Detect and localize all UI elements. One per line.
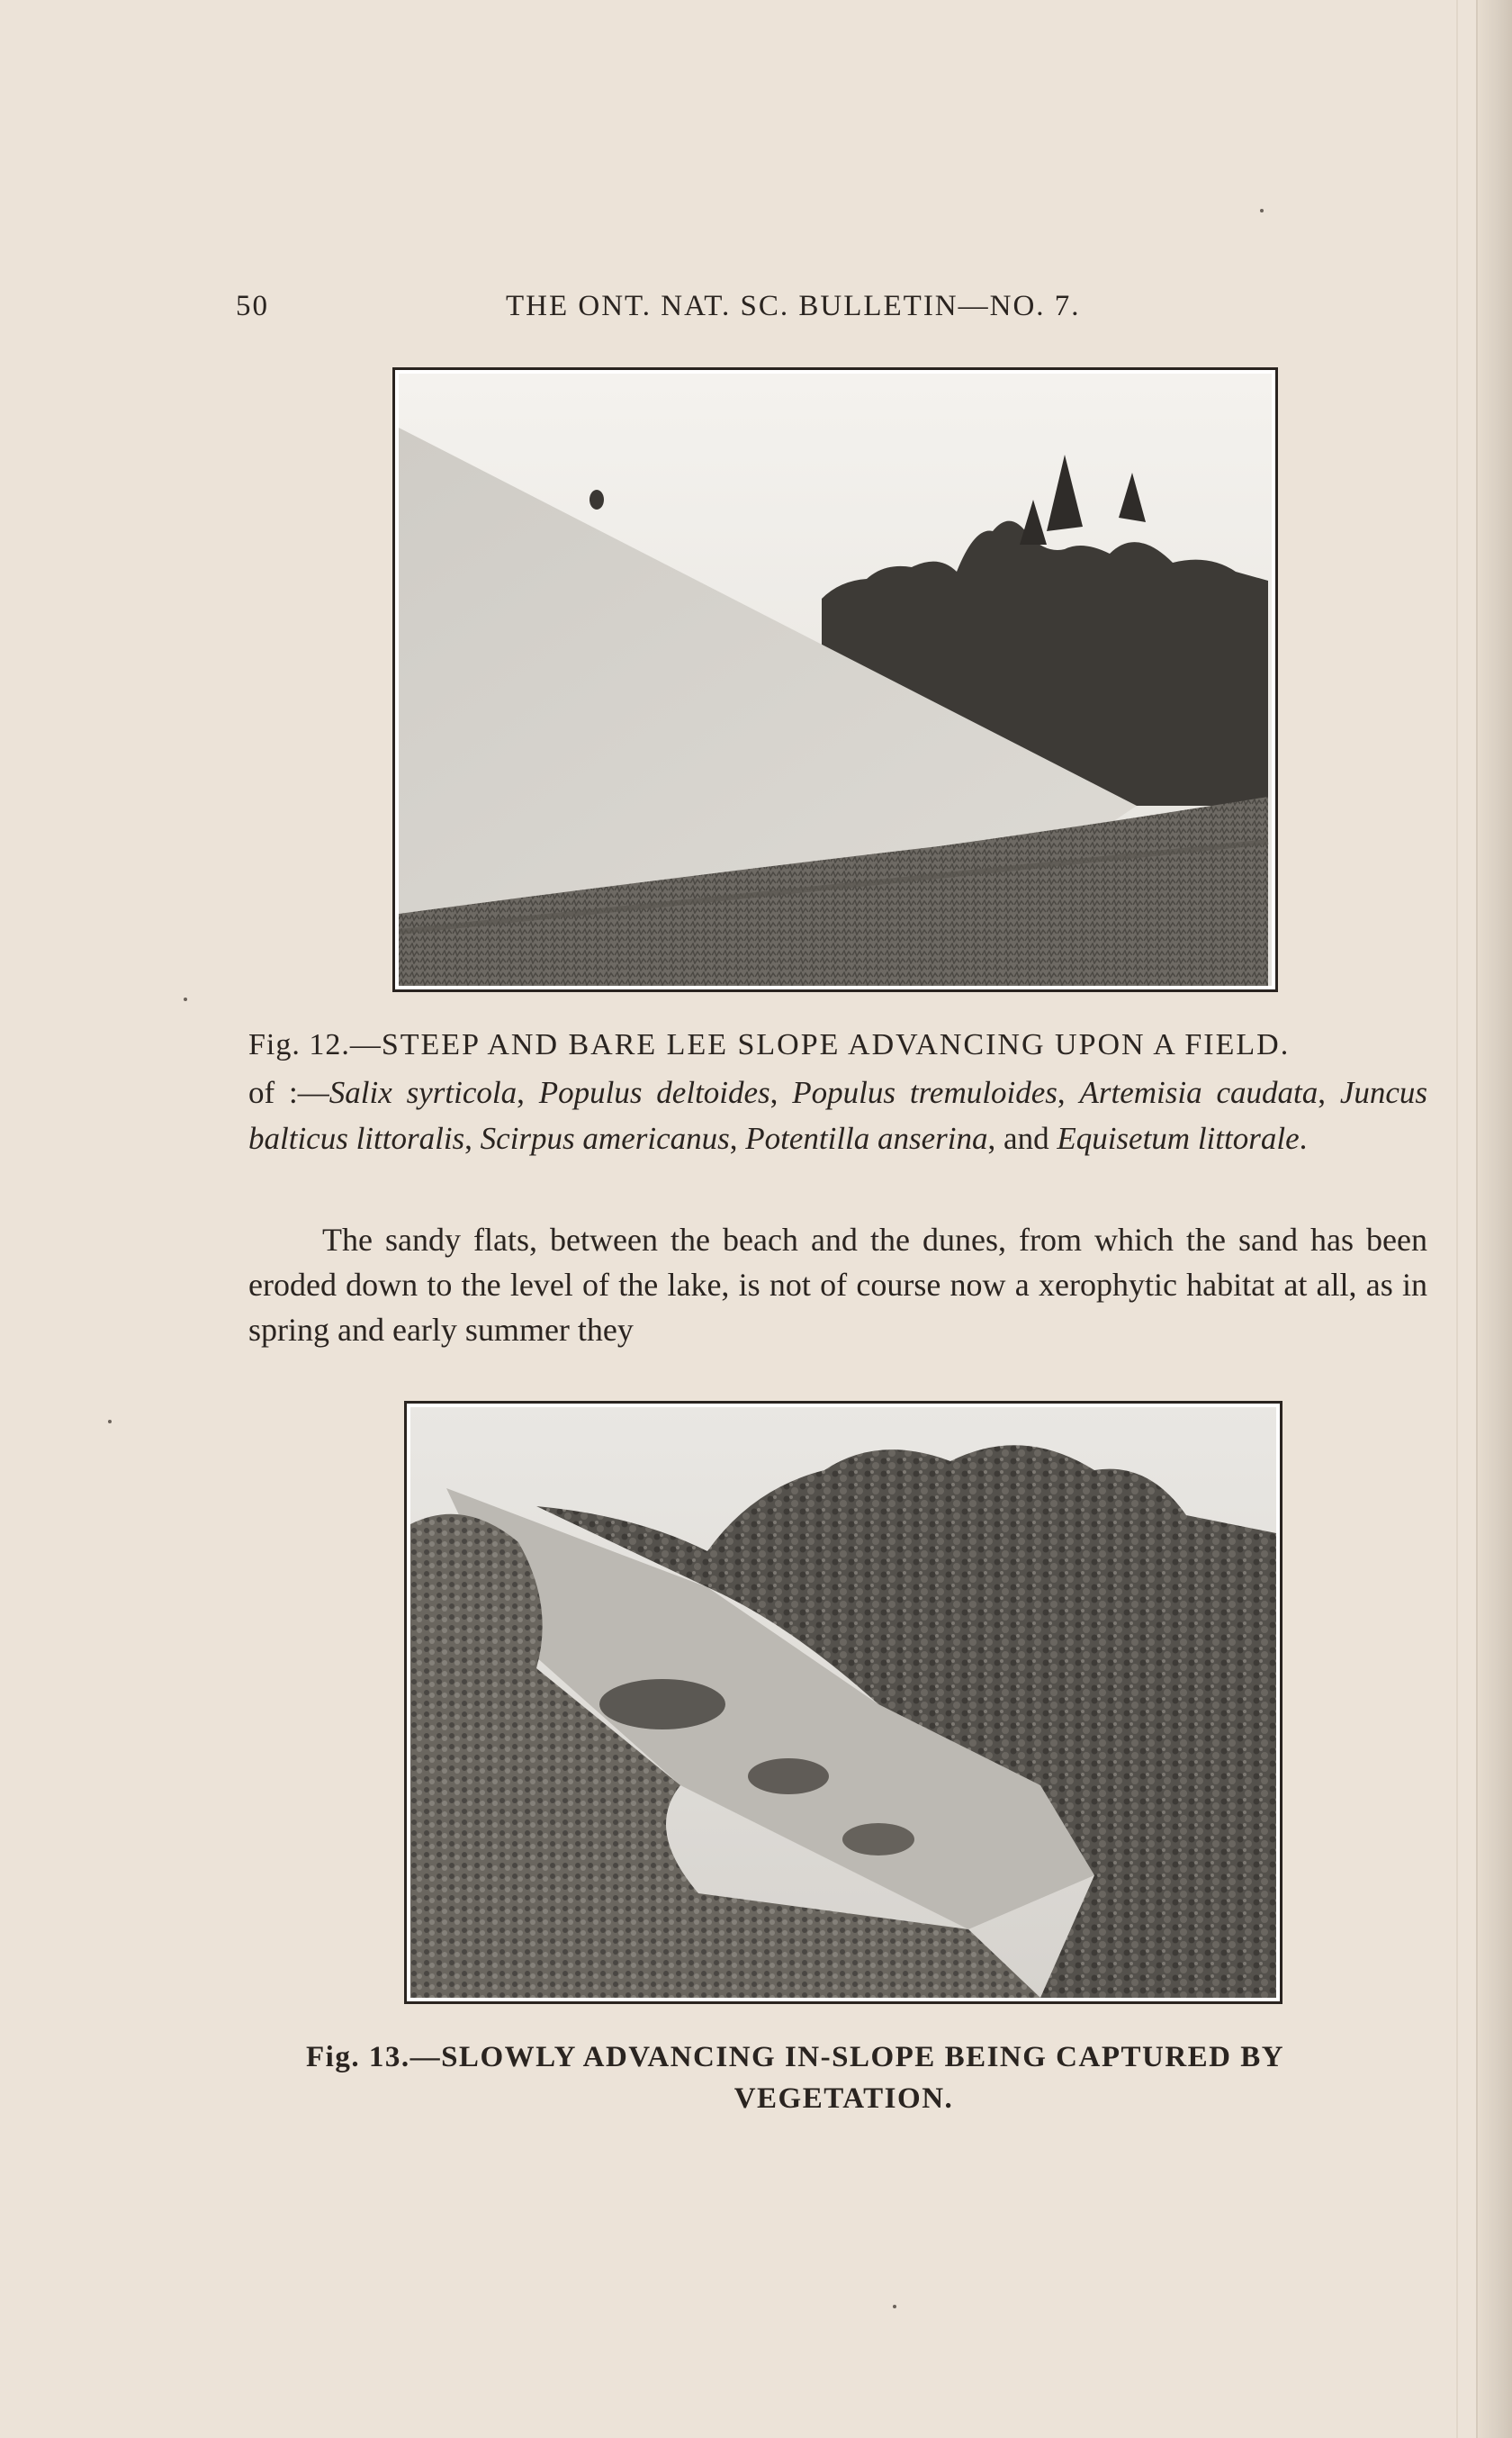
figure-13-caption-line2: VEGETATION. [734, 2082, 954, 2115]
paper-speck [108, 1420, 112, 1423]
page-edge-line [1456, 0, 1458, 2438]
figure-12-title: STEEP AND BARE LEE SLOPE ADVANCING UPON A FIELD. [381, 1028, 1291, 1061]
figure-12-photo [392, 367, 1278, 992]
figure-12-caption [248, 1022, 1427, 1068]
paper-speck [1260, 209, 1264, 212]
vegetated-slope-image [410, 1407, 1276, 1998]
species-name: Salix syrticola [328, 1075, 518, 1110]
page-number: 50 [236, 290, 269, 322]
sand-slope-image [399, 374, 1272, 986]
paper-speck [184, 998, 187, 1001]
species-name: Populus tremuloides [792, 1075, 1058, 1110]
species-name: Equisetum littorale [1057, 1121, 1300, 1156]
running-header [236, 290, 1172, 335]
species-list: of :—Salix syrticola, Populus deltoides, Populus tremuloides, Artemisia caudata, Juncus balticus littoralis, Scirpus americanus, Potentilla anserina, and Equisetum littorale. [248, 1075, 1428, 1156]
species-name: Artemisia caudata [1079, 1075, 1318, 1110]
species-lead: of :— [248, 1075, 329, 1110]
running-title: THE ONT. NAT. SC. BULLETIN—NO. 7. [506, 290, 1081, 322]
figure-12-label: Fig. 12.— [248, 1028, 382, 1061]
figure-13-photo [404, 1401, 1282, 2004]
figure-13-caption-line1: Fig. 13.—SLOWLY ADVANCING IN-SLOPE BEING CAPTURED BY [306, 2041, 1285, 2073]
figure-13-caption [306, 2036, 1382, 2119]
paper-speck [893, 2305, 896, 2308]
species-name: Potentilla anserina [745, 1121, 988, 1156]
page-edge-shadow [1476, 0, 1512, 2438]
species-name: Populus deltoides [538, 1075, 770, 1110]
species-name: Juncus balticus littoralis [248, 1075, 1428, 1156]
species-name: Scirpus americanus [480, 1121, 730, 1156]
body-paragraph: The sandy flats, between the beach and the dunes, from which the sand has been eroded down to the level of the lake, is not of course now a xerophytic habitat at all, as in spring and early summer they [248, 1222, 1427, 1348]
